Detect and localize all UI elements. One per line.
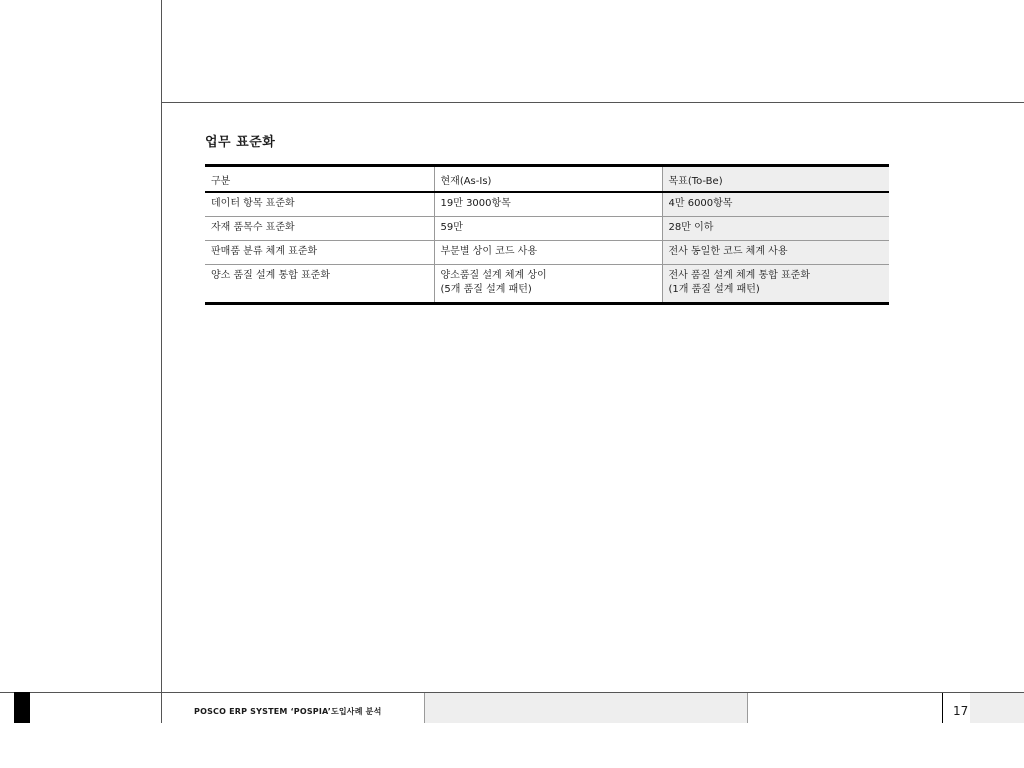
footer-caption: POSCO ERP SYSTEM ‘POSPIA’도입사례 분석	[194, 707, 382, 716]
table-row	[205, 241, 889, 265]
row-category: 자재 품목수 표준화	[205, 217, 434, 241]
table-row	[205, 192, 889, 217]
table-row	[205, 265, 889, 304]
row-to-be	[662, 217, 889, 241]
row-category: 판매품 분류 체계 표준화	[205, 241, 434, 265]
table-row	[205, 217, 889, 241]
row-as-is-text-line2: (5개 품질 설계 패턴)	[440, 284, 532, 295]
header-rule	[161, 102, 1024, 103]
footer-page-separator	[942, 693, 943, 723]
header-category: 구분	[205, 166, 434, 193]
header-to-be: 목표(To-Be)	[662, 166, 889, 193]
row-as-is	[434, 241, 662, 265]
page-number: 17	[953, 704, 969, 718]
row-category: 데이터 항목 표준화	[205, 192, 434, 217]
table-header-row	[205, 166, 889, 193]
row-as-is-text-line1: 양소품질 설계 체계 상이	[440, 270, 547, 281]
standardization-table-wrapper	[205, 164, 889, 305]
left-margin-rule	[161, 0, 162, 723]
row-to-be	[662, 265, 889, 304]
row-to-be	[662, 192, 889, 217]
row-category: 양소 품질 설계 통합 표준화	[205, 265, 434, 304]
row-to-be-text-line2: (1개 품질 설계 패턴)	[668, 284, 760, 295]
row-to-be-text: 전사 동일한 코드 체계 사용	[668, 246, 788, 257]
row-to-be-text: 4만 6000항목	[668, 198, 733, 209]
row-as-is	[434, 265, 662, 304]
row-to-be-text: 28만 이하	[668, 222, 714, 233]
footer-right-panel	[970, 693, 1024, 723]
row-as-is-text: 부문별 상이 코드 사용	[440, 246, 537, 257]
row-as-is-text: 59만	[440, 222, 463, 233]
row-to-be-text-line1: 전사 품질 설계 체계 통합 표준화	[668, 270, 810, 281]
footer-gray-panel	[424, 693, 748, 723]
row-as-is	[434, 217, 662, 241]
header-as-is: 현재(As-Is)	[434, 166, 662, 193]
footer-black-marker	[14, 692, 30, 723]
standardization-table	[205, 164, 889, 305]
section-title: 업무 표준화	[205, 135, 276, 150]
row-to-be	[662, 241, 889, 265]
row-as-is	[434, 192, 662, 217]
row-as-is-text: 19만 3000항목	[440, 198, 511, 209]
